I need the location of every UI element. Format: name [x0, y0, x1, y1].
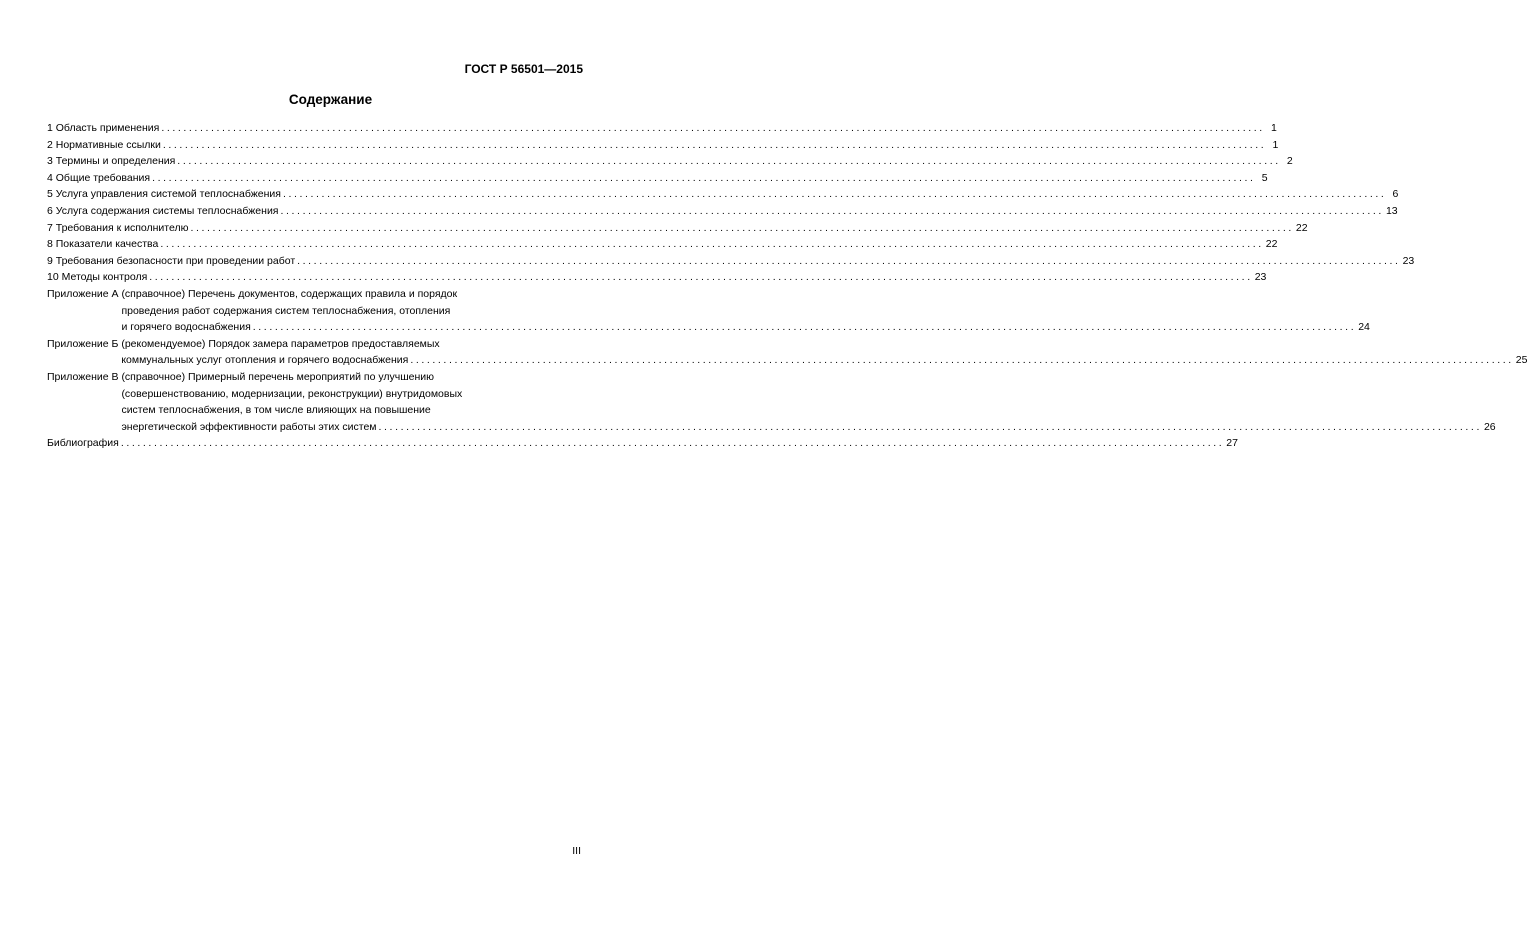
toc-entry-page: 1 — [1272, 138, 1279, 151]
toc-entry-page: 26 — [1483, 420, 1496, 433]
table-of-contents — [47, 120, 1527, 452]
toc-entry-label: 7 Требования к исполнителю — [47, 221, 189, 234]
toc-entry-page: 23 — [1402, 254, 1415, 267]
appendix-prefix: Приложение Б — [47, 337, 119, 350]
toc-entry-label: 1 Область применения — [47, 122, 160, 134]
toc-entry[interactable] — [47, 153, 1293, 170]
appendix-title-line: (справочное) Примерный перечень мероприятий по улучшению — [121, 370, 434, 383]
toc-entry-label: 6 Услуга содержания системы теплоснабжения — [47, 204, 279, 217]
leader-dots: ........................................................................................................................................................................................................ — [160, 238, 1264, 251]
toc-entry-label: 8 Показатели качества — [47, 238, 159, 251]
appendix-title-line: систем теплоснабжения, в том числе влияющих на повышение — [121, 404, 431, 417]
appendix-title-line: (совершенствованию, модернизации, реконструкции) внутридомовых — [121, 387, 463, 400]
toc-appendix-v[interactable] — [47, 369, 1496, 435]
leader-dots: ........................................................................................................................................................................................................ — [149, 271, 1253, 284]
toc-entry[interactable] — [47, 137, 1279, 154]
toc-entry-page: 23 — [1254, 271, 1267, 284]
leader-dots: ........................................................................................................................................................................................................ — [280, 204, 1384, 217]
toc-entry-label: Библиография — [47, 437, 119, 450]
toc-entry-label: 3 Термины и определения — [47, 155, 176, 168]
leader-dots: ........................................................................................................................................................................................................ — [177, 155, 1281, 168]
toc-entry-label: 2 Нормативные ссылки — [47, 138, 161, 151]
toc-entry-page: 1 — [1270, 122, 1277, 134]
toc-entry[interactable] — [47, 186, 1399, 203]
leader-dots: ........................................................................................................................................................................................................ — [410, 354, 1514, 367]
appendix-title-line: коммунальных услуг отопления и горячего водоснабжения — [121, 354, 409, 367]
leader-dots: ........................................................................................................................................................................................................ — [282, 188, 1387, 201]
toc-entry-page: 2 — [1286, 155, 1293, 168]
appendix-title-line: (рекомендуемое) Порядок замера параметров предоставляемых — [121, 337, 440, 350]
appendix-title-line: энергетической эффективности работы этих систем — [121, 420, 377, 433]
leader-dots: ........................................................................................................................................................................................................ — [120, 437, 1225, 450]
toc-entry[interactable] — [47, 220, 1308, 237]
toc-appendix-b[interactable] — [47, 336, 1527, 369]
toc-entry-page: 13 — [1385, 204, 1398, 217]
toc-entry[interactable] — [47, 253, 1415, 270]
toc-entry-label: 4 Общие требования — [47, 171, 151, 184]
toc-title: Содержание — [288, 92, 373, 107]
leader-dots: ........................................................................................................................................................................................................ — [161, 122, 1265, 134]
appendix-title-line: и горячего водоснабжения — [121, 321, 251, 334]
toc-entry-page: 25 — [1515, 354, 1527, 367]
toc-entry-page: 6 — [1392, 188, 1399, 201]
toc-entry-label: 9 Требования безопасности при проведении работ — [47, 254, 296, 267]
leader-dots: ........................................................................................................................................................................................................ — [190, 221, 1294, 234]
toc-entry[interactable] — [47, 203, 1398, 220]
toc-entry-page: 5 — [1261, 171, 1268, 184]
toc-entry-page: 22 — [1295, 221, 1308, 234]
leader-dots: ........................................................................................................................................................................................................ — [162, 138, 1267, 151]
leader-dots: ........................................................................................................................................................................................................ — [378, 420, 1482, 433]
leader-dots: ........................................................................................................................................................................................................ — [152, 171, 1256, 184]
toc-entry-label: 10 Методы контроля — [47, 271, 148, 284]
toc-entry[interactable] — [47, 236, 1278, 253]
appendix-prefix: Приложение В — [47, 370, 119, 383]
leader-dots: ........................................................................................................................................................................................................ — [297, 254, 1401, 267]
appendix-title-line: (справочное) Перечень документов, содержащих правила и порядок — [121, 287, 458, 300]
toc-bibliography[interactable] — [47, 435, 1238, 452]
toc-entry-page: 24 — [1358, 321, 1370, 334]
toc-entry[interactable] — [47, 269, 1267, 286]
toc-appendix-a[interactable] — [47, 286, 1370, 336]
leader-dots: ........................................................................................................................................................................................................ — [252, 321, 1357, 334]
toc-entry[interactable] — [47, 170, 1268, 187]
toc-entry-page: 22 — [1265, 238, 1278, 251]
standard-id: ГОСТ Р 56501—2015 — [464, 62, 583, 76]
toc-entry-label: 5 Услуга управления системой теплоснабжения — [47, 188, 281, 201]
toc-entry-page: 27 — [1226, 437, 1238, 450]
appendix-prefix: Приложение А — [47, 287, 119, 300]
appendix-title-line: проведения работ содержания систем теплоснабжения, отопления — [121, 304, 451, 317]
page-number: III — [572, 845, 581, 857]
toc-entry[interactable] — [47, 120, 1277, 137]
